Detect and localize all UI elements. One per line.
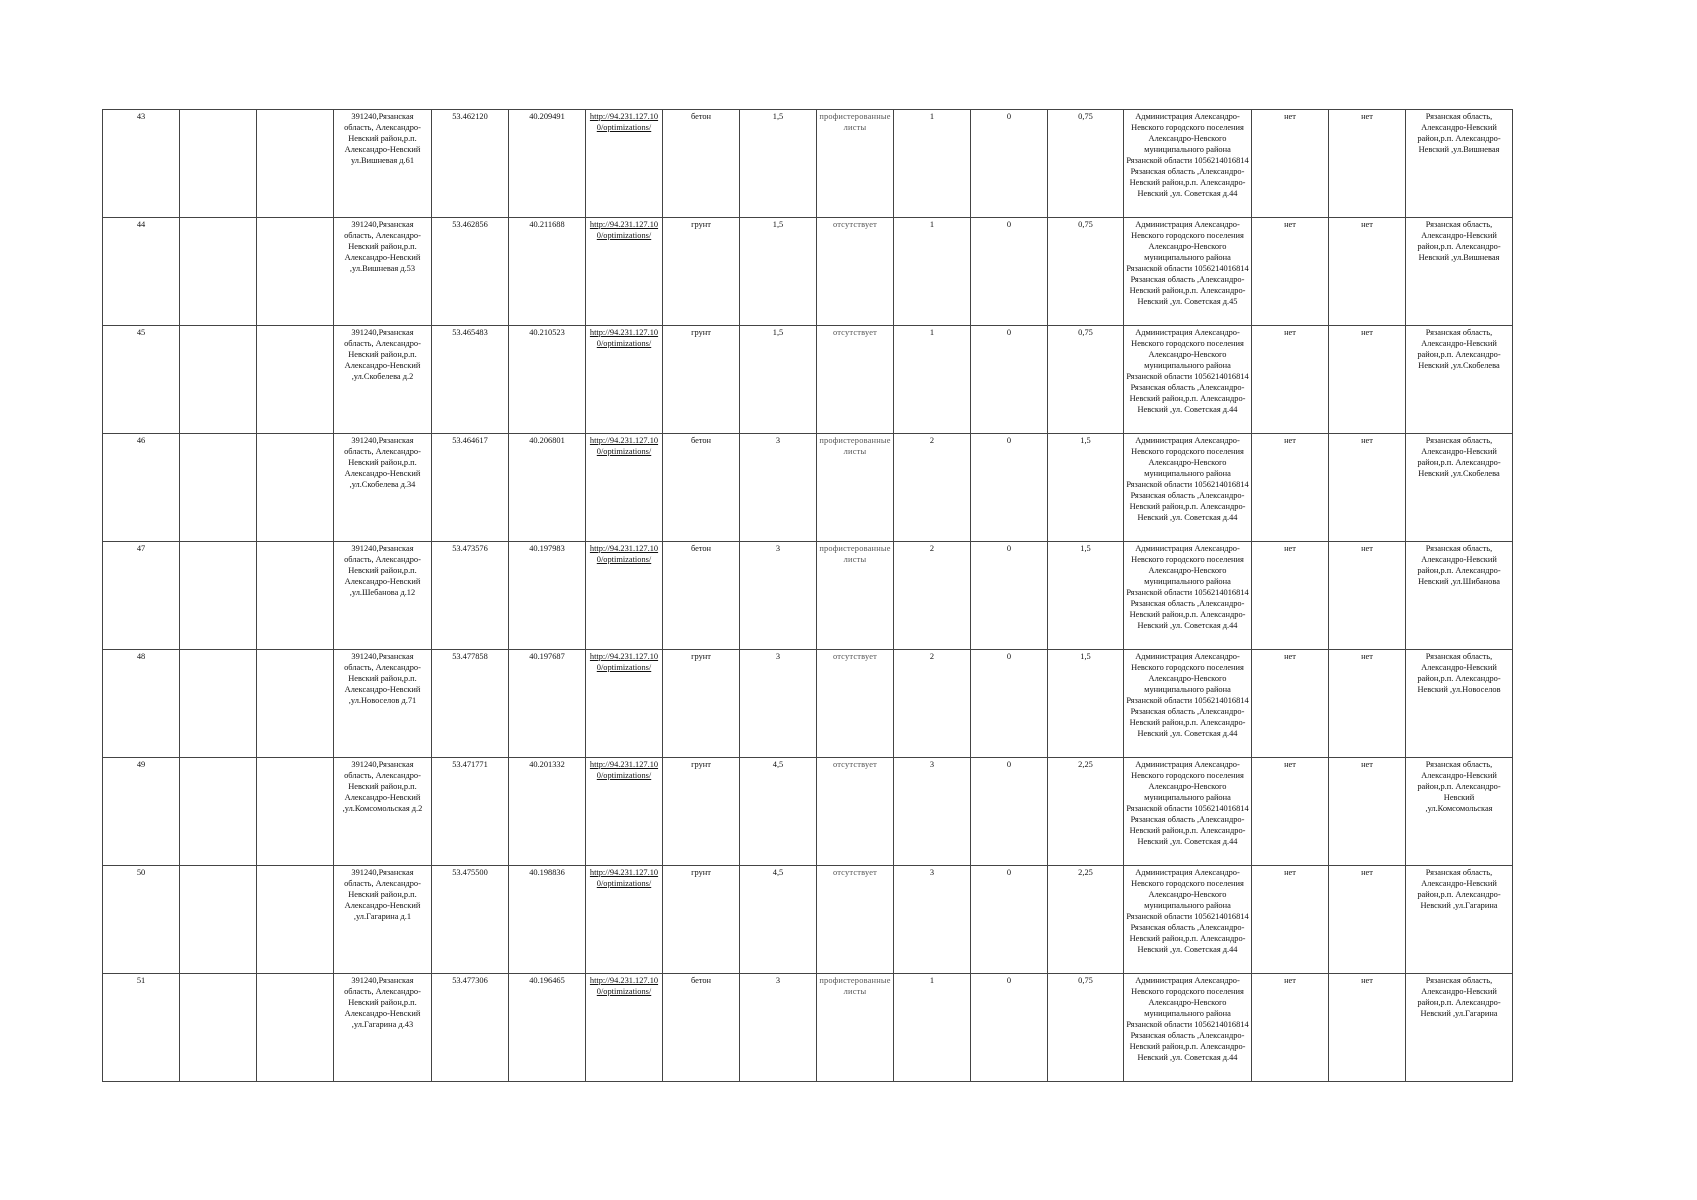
- table-row: [103, 110, 1513, 218]
- containers-count-cell: 3: [894, 758, 971, 866]
- empty-cell: [257, 218, 334, 326]
- table-row: [103, 542, 1513, 650]
- map-link[interactable]: http://94.231.127.100/optimizations/: [589, 652, 659, 672]
- containers-count-cell: 1: [894, 218, 971, 326]
- planned-containers-cell: 0: [971, 974, 1048, 1082]
- surface-type-cell: грунт: [663, 758, 740, 866]
- flag-one-cell: нет: [1252, 326, 1329, 434]
- map-link-cell: [586, 866, 663, 974]
- surface-type-cell: бетон: [663, 974, 740, 1082]
- map-link-cell: [586, 218, 663, 326]
- cover-type-cell: отсутствует: [817, 326, 894, 434]
- volume-cell: 0,75: [1048, 974, 1124, 1082]
- latitude-cell: 53.471771: [432, 758, 509, 866]
- empty-cell: [257, 866, 334, 974]
- waste-source-cell: Рязанская область, Александро-Невский район,р.п. Александро-Невский ,ул.Комсомольская: [1406, 758, 1513, 866]
- flag-two-cell: нет: [1329, 110, 1406, 218]
- map-link-cell: [586, 974, 663, 1082]
- surface-type-cell: грунт: [663, 866, 740, 974]
- map-link-cell: [586, 650, 663, 758]
- empty-cell: [180, 758, 257, 866]
- owner-cell: Администрация Александро-Невского городского поселения Александро-Невского муниципального района Рязанской области 1056214016814 Рязанская область ,Александро-Невский район,р.п. Александро-Невский ,ул. Советская д.44: [1124, 758, 1252, 866]
- map-link[interactable]: http://94.231.127.100/optimizations/: [589, 220, 659, 240]
- empty-cell: [180, 650, 257, 758]
- flag-two-cell: нет: [1329, 218, 1406, 326]
- containers-count-cell: 1: [894, 326, 971, 434]
- waste-source-cell: Рязанская область, Александро-Невский район,р.п. Александро-Невский ,ул.Вишневая: [1406, 110, 1513, 218]
- row-number-cell: 47: [103, 542, 180, 650]
- surface-type-cell: грунт: [663, 326, 740, 434]
- latitude-cell: 53.465483: [432, 326, 509, 434]
- planned-containers-cell: 0: [971, 326, 1048, 434]
- site-address-cell: 391240,Рязанская область, Александро-Невский район,р.п. Александро-Невский ,ул.Шебанова д.12: [334, 542, 432, 650]
- map-link[interactable]: http://94.231.127.100/optimizations/: [589, 436, 659, 456]
- latitude-cell: 53.473576: [432, 542, 509, 650]
- owner-cell: Администрация Александро-Невского городского поселения Александро-Невского муниципального района Рязанской области 1056214016814 Рязанская область ,Александро-Невский район,р.п. Александро-Невский ,ул. Советская д.44: [1124, 974, 1252, 1082]
- flag-one-cell: нет: [1252, 542, 1329, 650]
- table-row: [103, 758, 1513, 866]
- surface-type-cell: бетон: [663, 110, 740, 218]
- flag-one-cell: нет: [1252, 758, 1329, 866]
- volume-cell: 0,75: [1048, 326, 1124, 434]
- owner-cell: Администрация Александро-Невского городского поселения Александро-Невского муниципального района Рязанской области 1056214016814 Рязанская область ,Александро-Невский район,р.п. Александро-Невский ,ул. Советская д.44: [1124, 326, 1252, 434]
- surface-type-cell: грунт: [663, 218, 740, 326]
- planned-containers-cell: 0: [971, 758, 1048, 866]
- flag-two-cell: нет: [1329, 866, 1406, 974]
- latitude-cell: 53.477858: [432, 650, 509, 758]
- longitude-cell: 40.206801: [509, 434, 586, 542]
- containers-count-cell: 1: [894, 974, 971, 1082]
- volume-cell: 0,75: [1048, 110, 1124, 218]
- flag-one-cell: нет: [1252, 650, 1329, 758]
- cover-type-cell: профистерованные листы: [817, 434, 894, 542]
- table-row: [103, 650, 1513, 758]
- empty-cell: [257, 326, 334, 434]
- planned-containers-cell: 0: [971, 434, 1048, 542]
- empty-cell: [257, 758, 334, 866]
- planned-containers-cell: 0: [971, 866, 1048, 974]
- table-body: [103, 110, 1513, 1082]
- latitude-cell: 53.462120: [432, 110, 509, 218]
- longitude-cell: 40.201332: [509, 758, 586, 866]
- flag-two-cell: нет: [1329, 434, 1406, 542]
- map-link[interactable]: http://94.231.127.100/optimizations/: [589, 112, 659, 132]
- empty-cell: [257, 110, 334, 218]
- table-row: [103, 218, 1513, 326]
- area-cell: 3: [740, 650, 817, 758]
- map-link[interactable]: http://94.231.127.100/optimizations/: [589, 328, 659, 348]
- table-row: [103, 434, 1513, 542]
- row-number-cell: 48: [103, 650, 180, 758]
- waste-source-cell: Рязанская область, Александро-Невский район,р.п. Александро-Невский ,ул.Скобелева: [1406, 326, 1513, 434]
- flag-one-cell: нет: [1252, 434, 1329, 542]
- map-link[interactable]: http://94.231.127.100/optimizations/: [589, 760, 659, 780]
- map-link-cell: [586, 110, 663, 218]
- planned-containers-cell: 0: [971, 110, 1048, 218]
- row-number-cell: 49: [103, 758, 180, 866]
- surface-type-cell: бетон: [663, 542, 740, 650]
- row-number-cell: 51: [103, 974, 180, 1082]
- containers-count-cell: 2: [894, 542, 971, 650]
- map-link-cell: [586, 542, 663, 650]
- empty-cell: [257, 974, 334, 1082]
- surface-type-cell: бетон: [663, 434, 740, 542]
- row-number-cell: 50: [103, 866, 180, 974]
- volume-cell: 0,75: [1048, 218, 1124, 326]
- row-number-cell: 45: [103, 326, 180, 434]
- planned-containers-cell: 0: [971, 542, 1048, 650]
- site-address-cell: 391240,Рязанская область, Александро-Невский район,р.п. Александро-Невский ,ул.Скобелева д.2: [334, 326, 432, 434]
- flag-one-cell: нет: [1252, 974, 1329, 1082]
- site-address-cell: 391240,Рязанская область, Александро-Невский район,р.п. Александро-Невский ,ул.Скобелева д.34: [334, 434, 432, 542]
- map-link[interactable]: http://94.231.127.100/optimizations/: [589, 544, 659, 564]
- owner-cell: Администрация Александро-Невского городского поселения Александро-Невского муниципального района Рязанской области 1056214016814 Рязанская область ,Александро-Невский район,р.п. Александро-Невский ,ул. Советская д.44: [1124, 434, 1252, 542]
- volume-cell: 1,5: [1048, 542, 1124, 650]
- cover-type-cell: профистерованные листы: [817, 542, 894, 650]
- empty-cell: [257, 434, 334, 542]
- volume-cell: 2,25: [1048, 866, 1124, 974]
- containers-count-cell: 3: [894, 866, 971, 974]
- latitude-cell: 53.464617: [432, 434, 509, 542]
- volume-cell: 1,5: [1048, 434, 1124, 542]
- area-cell: 1,5: [740, 218, 817, 326]
- longitude-cell: 40.196465: [509, 974, 586, 1082]
- site-address-cell: 391240,Рязанская область, Александро-Невский район,р.п. Александро-Невский ,ул.Новоселов д.71: [334, 650, 432, 758]
- waste-source-cell: Рязанская область, Александро-Невский район,р.п. Александро-Невский ,ул.Скобелева: [1406, 434, 1513, 542]
- site-address-cell: 391240,Рязанская область, Александро-Невский район,р.п. Александро-Невский ,ул.Вишневая д.53: [334, 218, 432, 326]
- table-row: [103, 326, 1513, 434]
- map-link-cell: [586, 326, 663, 434]
- cover-type-cell: отсутствует: [817, 218, 894, 326]
- site-address-cell: 391240,Рязанская область, Александро-Невский район,р.п. Александро-Невский ,ул.Гагарина д.43: [334, 974, 432, 1082]
- map-link[interactable]: http://94.231.127.100/optimizations/: [589, 976, 659, 996]
- flag-one-cell: нет: [1252, 866, 1329, 974]
- table-row: [103, 974, 1513, 1082]
- waste-source-cell: Рязанская область, Александро-Невский район,р.п. Александро-Невский ,ул.Новоселов: [1406, 650, 1513, 758]
- flag-two-cell: нет: [1329, 758, 1406, 866]
- area-cell: 1,5: [740, 110, 817, 218]
- row-number-cell: 44: [103, 218, 180, 326]
- area-cell: 3: [740, 974, 817, 1082]
- waste-source-cell: Рязанская область, Александро-Невский район,р.п. Александро-Невский ,ул.Гагарина: [1406, 974, 1513, 1082]
- cover-type-cell: отсутствует: [817, 650, 894, 758]
- longitude-cell: 40.211688: [509, 218, 586, 326]
- owner-cell: Администрация Александро-Невского городского поселения Александро-Невского муниципального района Рязанской области 1056214016814 Рязанская область ,Александро-Невский район,р.п. Александро-Невский ,ул. Советская д.44: [1124, 542, 1252, 650]
- planned-containers-cell: 0: [971, 218, 1048, 326]
- map-link-cell: [586, 434, 663, 542]
- longitude-cell: 40.198836: [509, 866, 586, 974]
- longitude-cell: 40.197687: [509, 650, 586, 758]
- longitude-cell: 40.209491: [509, 110, 586, 218]
- cover-type-cell: профистерованные листы: [817, 974, 894, 1082]
- map-link-cell: [586, 758, 663, 866]
- latitude-cell: 53.477306: [432, 974, 509, 1082]
- empty-cell: [180, 218, 257, 326]
- containers-count-cell: 2: [894, 434, 971, 542]
- waste-source-cell: Рязанская область, Александро-Невский район,р.п. Александро-Невский ,ул.Гагарина: [1406, 866, 1513, 974]
- area-cell: 4,5: [740, 758, 817, 866]
- empty-cell: [257, 542, 334, 650]
- cover-type-cell: отсутствует: [817, 866, 894, 974]
- empty-cell: [257, 650, 334, 758]
- waste-source-cell: Рязанская область, Александро-Невский район,р.п. Александро-Невский ,ул.Вишневая: [1406, 218, 1513, 326]
- surface-type-cell: грунт: [663, 650, 740, 758]
- area-cell: 4,5: [740, 866, 817, 974]
- volume-cell: 2,25: [1048, 758, 1124, 866]
- volume-cell: 1,5: [1048, 650, 1124, 758]
- flag-one-cell: нет: [1252, 218, 1329, 326]
- flag-one-cell: нет: [1252, 110, 1329, 218]
- empty-cell: [180, 974, 257, 1082]
- site-address-cell: 391240,Рязанская область, Александро-Невский район,р.п. Александро-Невский ул.Вишневая д.61: [334, 110, 432, 218]
- table-row: [103, 866, 1513, 974]
- empty-cell: [180, 866, 257, 974]
- area-cell: 3: [740, 434, 817, 542]
- cover-type-cell: отсутствует: [817, 758, 894, 866]
- latitude-cell: 53.475500: [432, 866, 509, 974]
- containers-count-cell: 1: [894, 110, 971, 218]
- empty-cell: [180, 110, 257, 218]
- owner-cell: Администрация Александро-Невского городского поселения Александро-Невского муниципального района Рязанской области 1056214016814 Рязанская область ,Александро-Невский район,р.п. Александро-Невский ,ул. Советская д.44: [1124, 866, 1252, 974]
- owner-cell: Администрация Александро-Невского городского поселения Александро-Невского муниципального района Рязанской области 1056214016814 Рязанская область ,Александро-Невский район,р.п. Александро-Невский ,ул. Советская д.44: [1124, 110, 1252, 218]
- cover-type-cell: профистерованные листы: [817, 110, 894, 218]
- waste-source-cell: Рязанская область, Александро-Невский район,р.п. Александро-Невский ,ул.Шибанова: [1406, 542, 1513, 650]
- flag-two-cell: нет: [1329, 974, 1406, 1082]
- site-address-cell: 391240,Рязанская область, Александро-Невский район,р.п. Александро-Невский ,ул.Комсомольская д.2: [334, 758, 432, 866]
- empty-cell: [180, 434, 257, 542]
- containers-count-cell: 2: [894, 650, 971, 758]
- empty-cell: [180, 542, 257, 650]
- site-address-cell: 391240,Рязанская область, Александро-Невский район,р.п. Александро-Невский ,ул.Гагарина д.1: [334, 866, 432, 974]
- row-number-cell: 43: [103, 110, 180, 218]
- flag-two-cell: нет: [1329, 326, 1406, 434]
- flag-two-cell: нет: [1329, 542, 1406, 650]
- flag-two-cell: нет: [1329, 650, 1406, 758]
- map-link[interactable]: http://94.231.127.100/optimizations/: [589, 868, 659, 888]
- row-number-cell: 46: [103, 434, 180, 542]
- longitude-cell: 40.210523: [509, 326, 586, 434]
- empty-cell: [180, 326, 257, 434]
- waste-sites-registry-table: [102, 109, 1513, 1082]
- latitude-cell: 53.462856: [432, 218, 509, 326]
- longitude-cell: 40.197983: [509, 542, 586, 650]
- planned-containers-cell: 0: [971, 650, 1048, 758]
- owner-cell: Администрация Александро-Невского городского поселения Александро-Невского муниципального района Рязанской области 1056214016814 Рязанская область ,Александро-Невский район,р.п. Александро-Невский ,ул. Советская д.44: [1124, 650, 1252, 758]
- owner-cell: Администрация Александро-Невского городского поселения Александро-Невского муниципального района Рязанской области 1056214016814 Рязанская область ,Александро-Невский район,р.п. Александро-Невский ,ул. Советская д.45: [1124, 218, 1252, 326]
- area-cell: 3: [740, 542, 817, 650]
- area-cell: 1,5: [740, 326, 817, 434]
